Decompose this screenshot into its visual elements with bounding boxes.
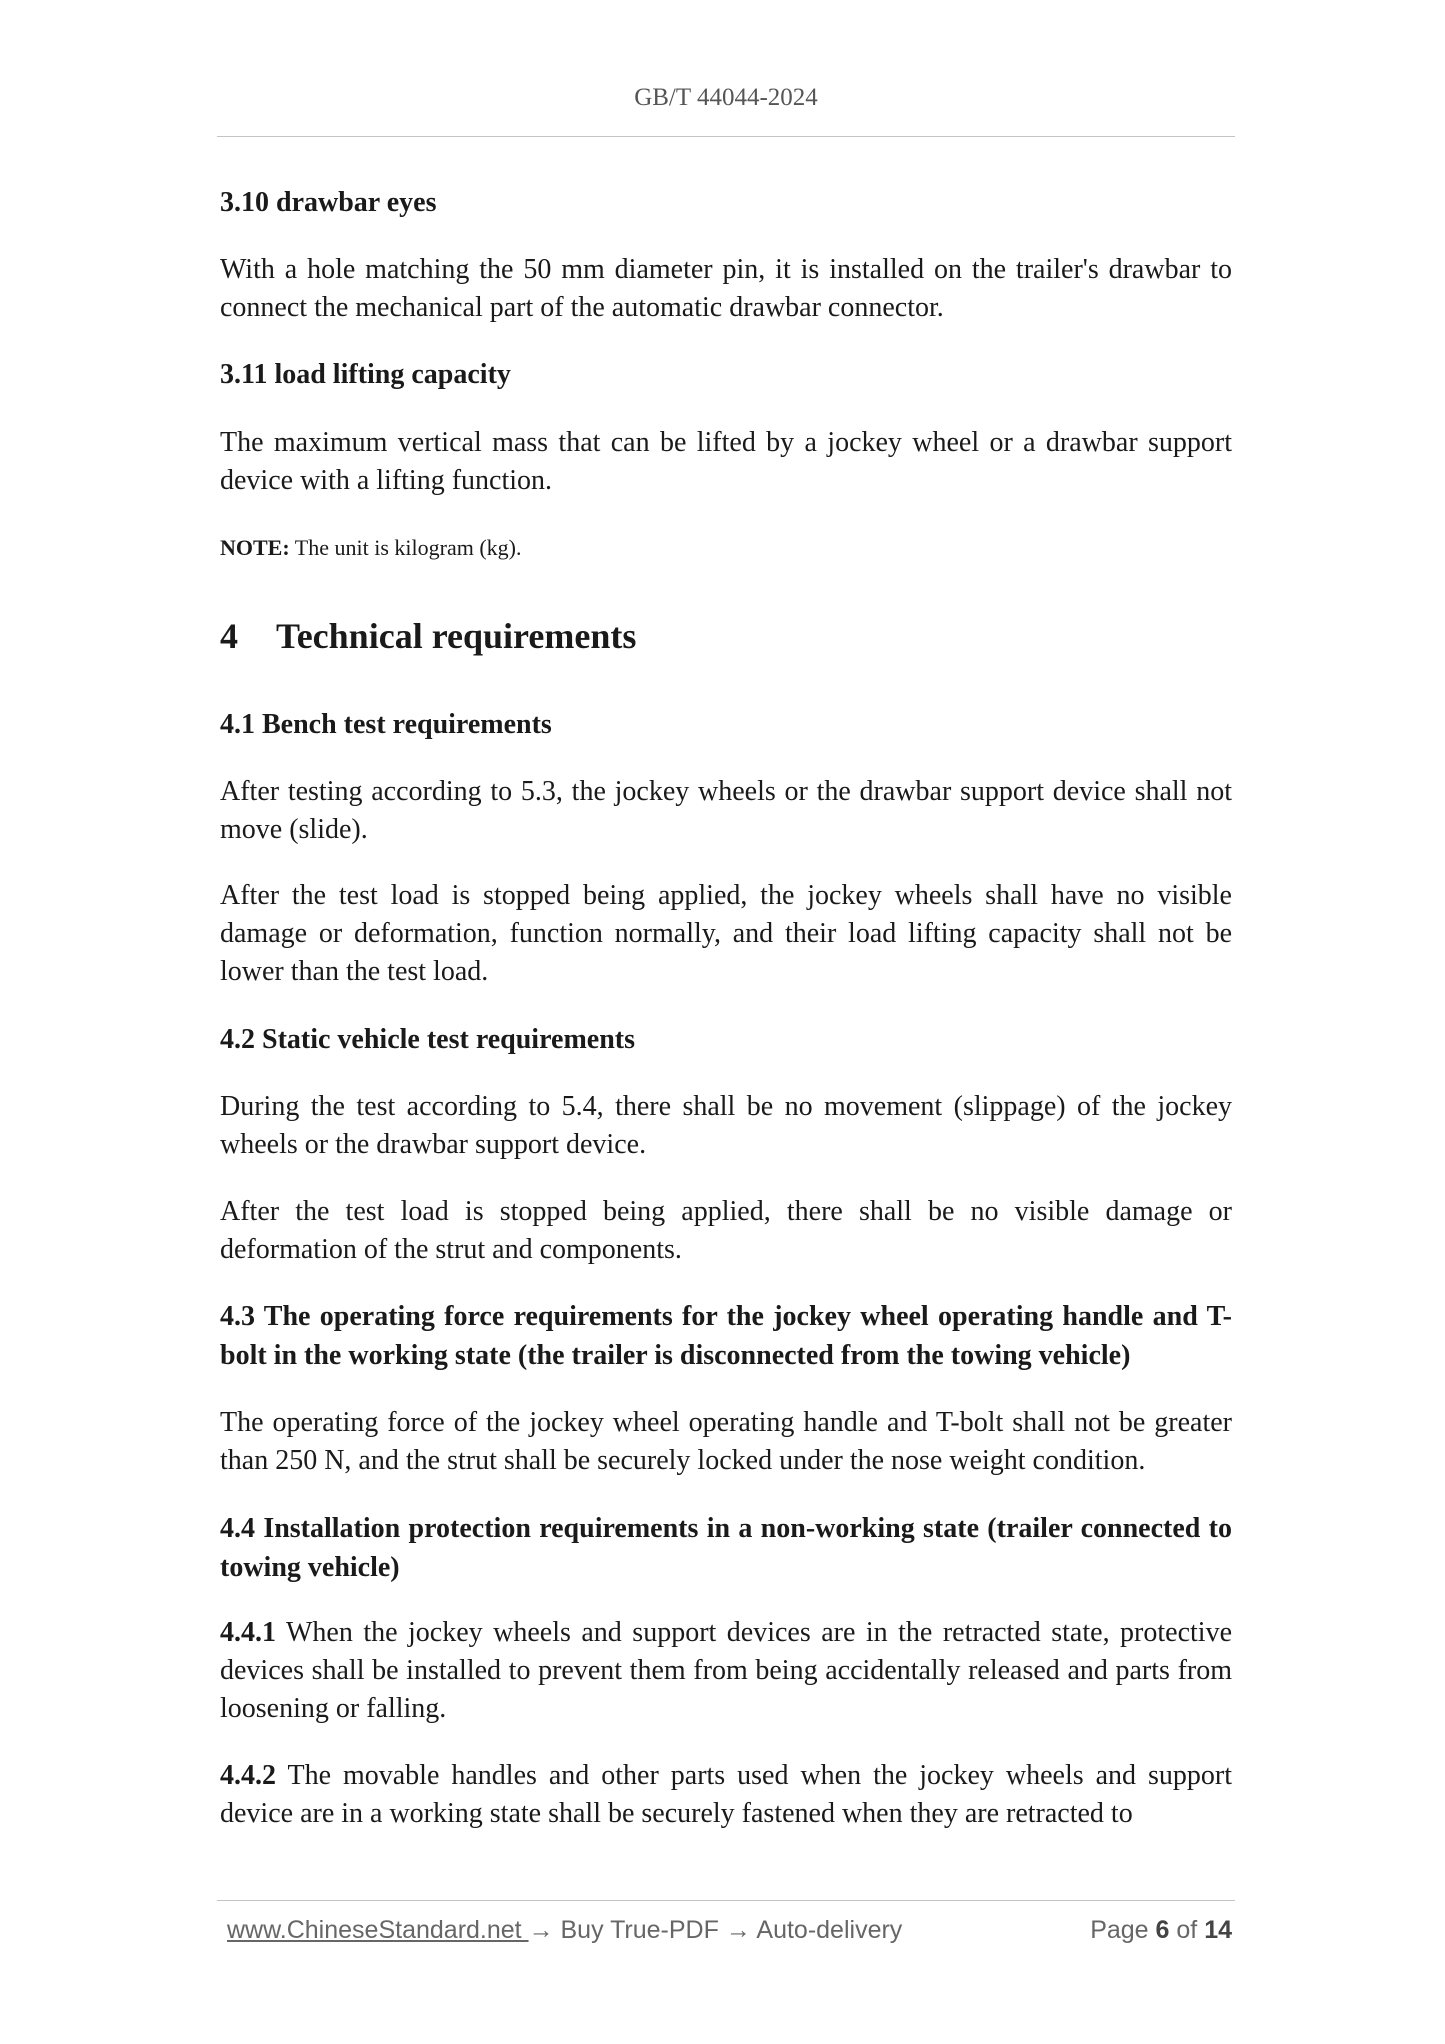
heading-4-title: Technical requirements (276, 616, 637, 656)
paragraph-3-10: With a hole matching the 50 mm diameter pin, it is installed on the trailer's drawbar to connect the mechanical part of the automatic drawbar connector. (220, 254, 1232, 323)
page-total: 14 (1204, 1916, 1232, 1944)
paragraph-4-2-a: During the test according to 5.4, there shall be no movement (slippage) of the jockey wheels or the drawbar support device. (220, 1091, 1232, 1160)
heading-4 (220, 613, 1232, 659)
footer-promo (227, 1916, 902, 1945)
page-label: Page (1090, 1916, 1156, 1944)
paragraph-4-3: The operating force of the jockey wheel operating handle and T-bolt shall not be greater than 250 N, and the strut shall be securely locked under the nose weight condition. (220, 1407, 1232, 1476)
heading-4-number: 4 (220, 616, 238, 656)
clause-4-4-2-number: 4.4.2 (220, 1760, 276, 1791)
paragraph-3-11: The maximum vertical mass that can be lifted by a jockey wheel or a drawbar support device with a lifting function. (220, 427, 1232, 496)
promo-text: → Buy True-PDF → Auto-delivery (528, 1916, 903, 1944)
heading-3-11: 3.11 load lifting capacity (220, 359, 511, 390)
note-text: The unit is kilogram (kg). (289, 535, 522, 560)
heading-4-2: 4.2 Static vehicle test requirements (220, 1024, 635, 1055)
heading-4-3: 4.3 The operating force requirements for the jockey wheel operating handle and T-bolt in the working state (the trailer is disconnected from the towing vehicle) (220, 1301, 1232, 1371)
clause-4-4-2-text: The movable handles and other parts used when the jockey wheels and support device are in a working state shall be securely fastened when they are retracted to (220, 1760, 1232, 1829)
heading-3-10: 3.10 drawbar eyes (220, 187, 437, 218)
heading-4-1: 4.1 Bench test requirements (220, 709, 552, 740)
clause-4-4-2 (220, 1757, 1232, 1833)
clause-4-4-1 (220, 1614, 1232, 1728)
paragraph-4-1-b: After the test load is stopped being applied, the jockey wheels shall have no visible damage or deformation, function normally, and their load lifting capacity shall not be lower than the test load. (220, 880, 1232, 987)
website-link[interactable]: www.ChineseStandard.net (227, 1916, 529, 1944)
document-code-header: GB/T 44044-2024 (634, 84, 818, 111)
heading-4-4: 4.4 Installation protection requirements in a non-working state (trailer connected to towing vehicle) (220, 1513, 1232, 1583)
footer-divider (217, 1900, 1235, 1901)
paragraph-4-1-a: After testing according to 5.3, the jockey wheels or the drawbar support device shall not move (slide). (220, 776, 1232, 845)
page-of: of (1169, 1916, 1205, 1944)
clause-4-4-1-number: 4.4.1 (220, 1617, 276, 1648)
note-label: NOTE: (220, 535, 290, 560)
page-current: 6 (1155, 1916, 1170, 1944)
header-divider (217, 136, 1235, 137)
clause-4-4-1-text: When the jockey wheels and support devices are in the retracted state, protective devices shall be installed to prevent them from being accidentally released and parts from loosening or falling. (220, 1617, 1232, 1724)
paragraph-4-2-b: After the test load is stopped being applied, there shall be no visible damage or deformation of the strut and components. (220, 1196, 1232, 1265)
page-footer (227, 1916, 1232, 1950)
page-number (1090, 1916, 1232, 1945)
note-3-11 (220, 533, 1232, 563)
